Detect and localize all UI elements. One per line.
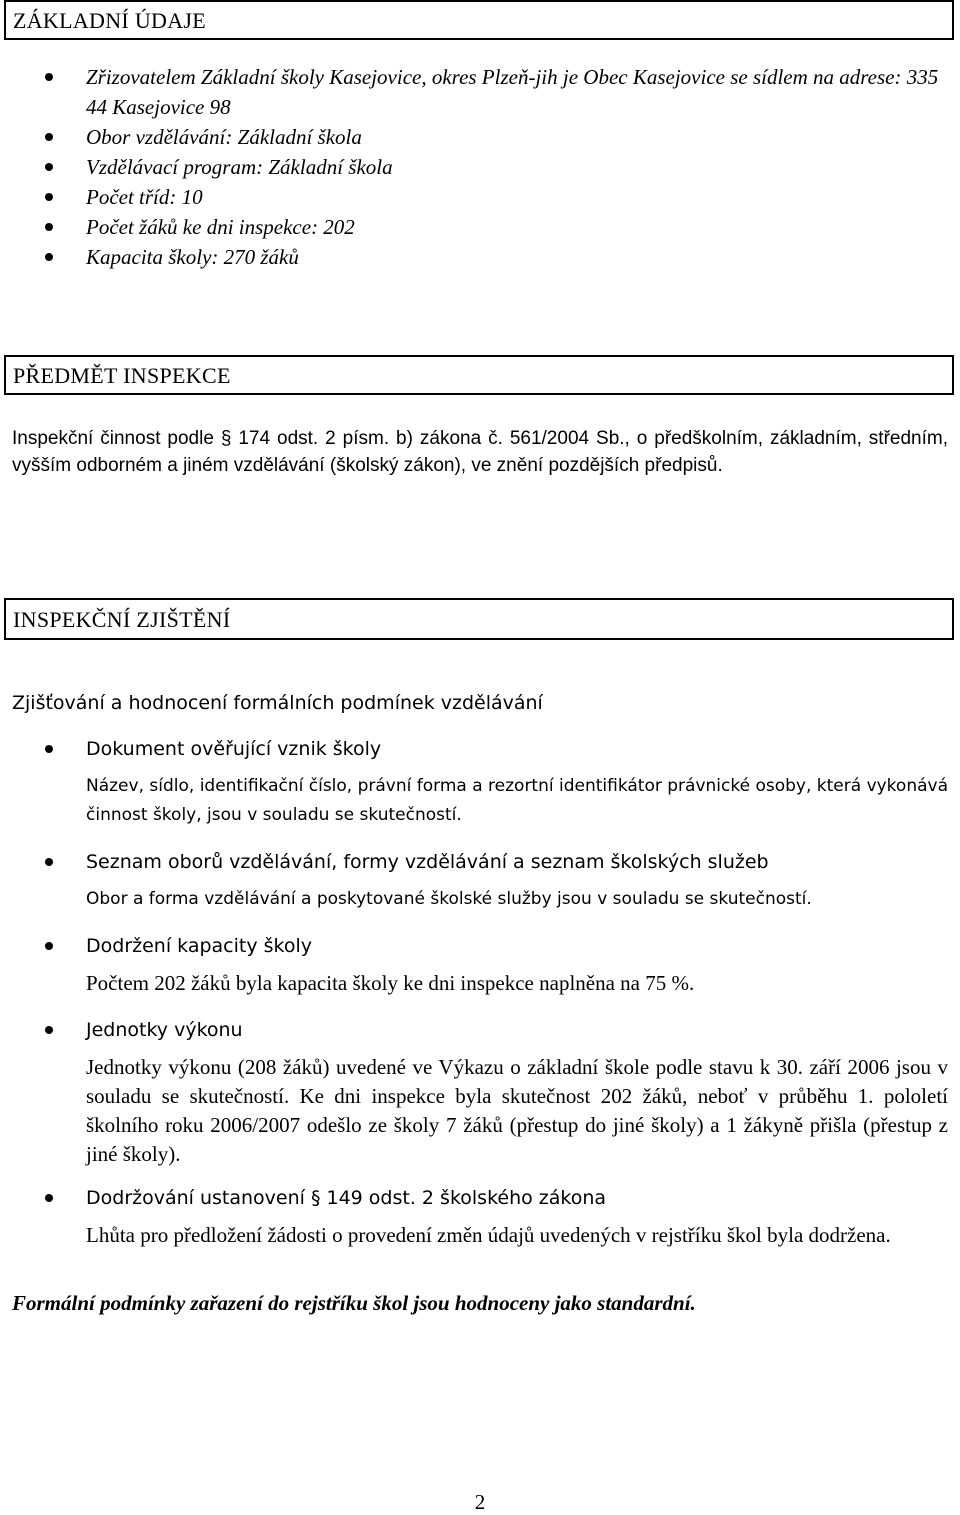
list-item: Zřizovatelem Základní školy Kasejovice, okres Plzeň-jih je Obec Kasejovice se sídlem na adrese: 335 44 Kasejovice 98 [0,62,960,122]
finding-title: Dodržování ustanovení § 149 odst. 2 školského zákona [86,1187,607,1209]
finding-item [0,734,960,847]
finding-item [0,931,960,1015]
finding-item [0,1183,960,1250]
list-item: Kapacita školy: 270 žáků [0,242,960,272]
list-item: Vzdělávací program: Základní škola [0,152,960,182]
basic-data-list [0,62,960,272]
section-heading-inspection-subject: PŘEDMĚT INSPEKCE [4,355,954,395]
finding-text: Název, sídlo, identifikační číslo, právní forma a rezortní identifikátor právnické osoby, která vykonává činnost školy, jsou v souladu se skutečností. [86,776,948,825]
finding-item [0,1015,960,1183]
finding-text: Lhůta pro předložení žádosti o provedení změn údajů uvedených v rejstříku škol byla dodržena. [86,1223,891,1247]
finding-text: Obor a forma vzdělávání a poskytované školské služby jsou v souladu se skutečností. [86,889,812,909]
findings-list [0,734,960,1250]
finding-text: Počtem 202 žáků byla kapacita školy ke dni inspekce naplněna na 75 %. [86,971,695,995]
inspection-subject-text: Inspekční činnost podle § 174 odst. 2 písm. b) zákona č. 561/2004 Sb., o předškolním, základním, středním, vyšším odborném a jiném vzdělávání (školský zákon), ve znění pozdějších předpisů. [12,428,948,476]
finding-title: Dokument ověřující vznik školy [86,738,382,760]
finding-title: Dodržení kapacity školy [86,935,312,957]
page-number: 2 [474,1490,486,1514]
section-heading-basic-data: ZÁKLADNÍ ÚDAJE [4,0,954,40]
list-item: Počet tříd: 10 [0,182,960,212]
finding-item [0,847,960,931]
list-item: Počet žáků ke dni inspekce: 202 [0,212,960,242]
list-item: Obor vzdělávání: Základní škola [0,122,960,152]
finding-title: Jednotky výkonu [86,1019,243,1041]
finding-title: Seznam oborů vzdělávání, formy vzdělávání a seznam školských služeb [86,851,769,873]
findings-subheading: Zjišťování a hodnocení formálních podmínek vzdělávání [12,692,543,714]
finding-text: Jednotky výkonu (208 žáků) uvedené ve Výkazu o základní škole podle stavu k 30. září 2006 jsou v souladu se skutečností. Ke dni inspekce byla skutečnost 202 žáků, neboť v průběhu 1. pololetí školního roku 2006/2007 odešlo ze školy 7 žáků (přestup do jiné školy) a 1 žákyně přišla (přestup z jiné školy). [86,1055,948,1166]
findings-conclusion: Formální podmínky zařazení do rejstříku škol jsou hodnoceny jako standardní. [12,1291,696,1315]
section-heading-findings: INSPEKČNÍ ZJIŠTĚNÍ [4,598,954,640]
